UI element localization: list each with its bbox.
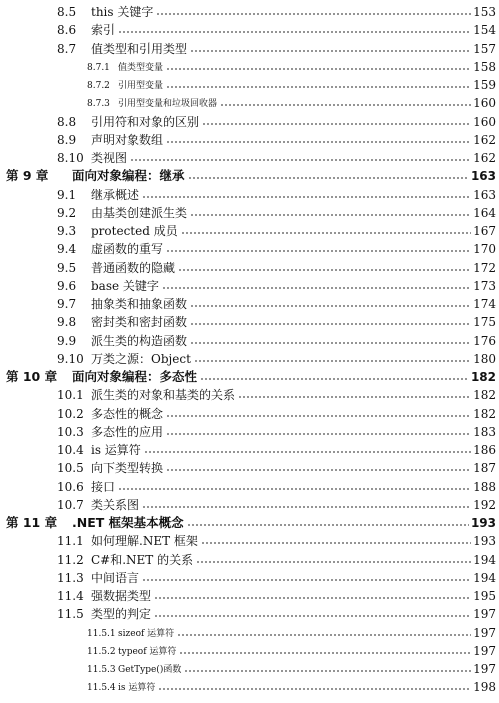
toc-entry-row[interactable] bbox=[0, 258, 496, 274]
toc-entry-title: 接口 bbox=[91, 479, 116, 494]
toc-dot-leader bbox=[158, 688, 471, 690]
toc-page-number: 194 bbox=[473, 552, 496, 567]
toc-page-number: 160 bbox=[473, 96, 496, 111]
toc-dot-leader bbox=[194, 360, 471, 362]
toc-page-number: 170 bbox=[473, 242, 496, 257]
toc-entry-row[interactable] bbox=[0, 203, 496, 219]
toc-entry-title: 值类型变量 bbox=[118, 62, 164, 73]
toc-entry-number: 9.3 bbox=[57, 224, 77, 238]
toc-page-number: 182 bbox=[470, 370, 496, 384]
toc-page-number: 187 bbox=[473, 461, 496, 476]
toc-dot-leader bbox=[154, 615, 471, 617]
toc-dot-leader bbox=[202, 123, 471, 125]
toc-entry-row[interactable] bbox=[0, 221, 496, 237]
toc-entry-title: sizeof 运算符 bbox=[118, 628, 175, 639]
toc-entry-title: 面向对象编程：多态性 bbox=[72, 368, 198, 384]
toc-entry-title: 值类型和引用类型 bbox=[91, 41, 188, 56]
toc-entry-row[interactable] bbox=[0, 659, 496, 675]
toc-entry-number: 8.7.3 bbox=[87, 99, 110, 110]
toc-entry-number: 9.2 bbox=[57, 205, 77, 220]
toc-dot-leader bbox=[190, 50, 471, 52]
toc-dot-leader bbox=[118, 488, 471, 490]
toc-entry-title: 万类之源：Object bbox=[91, 351, 191, 366]
toc-entry-number: 9.5 bbox=[57, 260, 77, 275]
toc-entry-number: 11.4 bbox=[57, 589, 84, 603]
toc-entry-title: 类关系图 bbox=[91, 497, 140, 512]
toc-entry-number: 11.5.2 bbox=[87, 646, 116, 657]
toc-entry-number: 9.1 bbox=[57, 187, 77, 202]
toc-page-number: 183 bbox=[473, 424, 496, 439]
toc-dot-leader bbox=[142, 579, 471, 581]
toc-entry-number: 11.5.3 bbox=[87, 665, 116, 675]
toc-page-number: 186 bbox=[473, 443, 496, 457]
toc-entry-title: .NET 框架基本概念 bbox=[72, 514, 184, 530]
toc-entry-row[interactable] bbox=[0, 568, 496, 584]
toc-entry-row[interactable] bbox=[0, 75, 496, 91]
toc-entry-title: 声明对象数组 bbox=[91, 132, 164, 147]
toc-page-number: 188 bbox=[473, 479, 496, 494]
toc-entry-row[interactable] bbox=[0, 477, 496, 493]
toc-entry-number: 11.5.4 bbox=[87, 683, 116, 694]
toc-entry-number: 8.8 bbox=[57, 114, 77, 129]
toc-dot-leader bbox=[187, 524, 469, 526]
toc-entry-row[interactable] bbox=[0, 112, 496, 128]
toc-dot-leader bbox=[154, 597, 471, 599]
toc-entry-title: 多态性的应用 bbox=[91, 424, 164, 439]
toc-entry-number: 11.1 bbox=[57, 534, 84, 549]
toc-entry-row[interactable] bbox=[0, 93, 496, 109]
toc-entry-title: this 关键字 bbox=[91, 5, 154, 19]
toc-entry-title: 普通函数的隐藏 bbox=[91, 260, 176, 275]
toc-entry-row[interactable] bbox=[0, 677, 496, 693]
toc-entry-title: 面向对象编程：继承 bbox=[72, 167, 185, 183]
toc-entry-number: 10.3 bbox=[57, 424, 84, 439]
toc-page-number: 163 bbox=[470, 169, 496, 184]
toc-entry-title: 类视图 bbox=[91, 151, 128, 165]
toc-entry-row[interactable] bbox=[0, 39, 496, 55]
toc-dot-leader bbox=[190, 342, 471, 344]
toc-dot-leader bbox=[196, 561, 471, 563]
toc-chapter-row[interactable] bbox=[0, 513, 496, 529]
toc-entry-row[interactable] bbox=[0, 57, 496, 73]
toc-entry-row[interactable] bbox=[0, 2, 496, 18]
toc-entry-row[interactable] bbox=[0, 276, 496, 292]
toc-page-number: 197 bbox=[473, 625, 496, 640]
toc-entry-title: 强数据类型 bbox=[91, 589, 152, 603]
toc-dot-leader bbox=[166, 469, 471, 471]
toc-dot-leader bbox=[190, 323, 471, 325]
toc-entry-number: 10.2 bbox=[57, 406, 84, 421]
toc-entry-number: 8.5 bbox=[57, 5, 77, 19]
toc-dot-leader bbox=[166, 68, 471, 70]
toc-dot-leader bbox=[200, 378, 469, 380]
toc-dot-leader bbox=[162, 287, 471, 289]
toc-entry-number: 8.7.2 bbox=[87, 81, 110, 91]
toc-page-number: 182 bbox=[473, 406, 496, 421]
toc-entry-row[interactable] bbox=[0, 641, 496, 657]
toc-dot-leader bbox=[184, 670, 471, 672]
toc-page-number: 173 bbox=[473, 278, 496, 293]
toc-page-number: 197 bbox=[473, 607, 496, 622]
toc-entry-number: 8.7.1 bbox=[87, 62, 110, 73]
toc-entry-row[interactable] bbox=[0, 604, 496, 620]
toc-page-number: 198 bbox=[473, 680, 496, 695]
toc-dot-leader bbox=[166, 415, 471, 417]
toc-entry-number: 第 10 章 bbox=[6, 368, 58, 384]
toc-page-number: 163 bbox=[473, 187, 496, 202]
toc-entry-title: protected 成员 bbox=[91, 224, 178, 238]
toc-entry-number: 9.7 bbox=[57, 297, 77, 311]
toc-dot-leader bbox=[142, 506, 471, 508]
toc-entry-row[interactable] bbox=[0, 331, 496, 347]
toc-entry-row[interactable] bbox=[0, 404, 496, 420]
toc-chapter-row[interactable] bbox=[0, 166, 496, 182]
toc-page-number: 164 bbox=[473, 205, 496, 220]
toc-entry-row[interactable] bbox=[0, 349, 496, 365]
toc-page-number: 194 bbox=[473, 570, 496, 585]
toc-dot-leader bbox=[190, 214, 471, 216]
toc-dot-leader bbox=[190, 305, 471, 307]
toc-entry-row[interactable] bbox=[0, 130, 496, 146]
toc-dot-leader bbox=[166, 86, 471, 88]
toc-entry-title: base 关键字 bbox=[91, 278, 159, 293]
toc-entry-number: 9.6 bbox=[57, 278, 77, 293]
toc-entry-row[interactable] bbox=[0, 294, 496, 310]
toc-entry-number: 10.1 bbox=[57, 388, 84, 403]
toc-page-number: 192 bbox=[473, 497, 496, 512]
toc-dot-leader bbox=[179, 652, 471, 654]
toc-page-number: 153 bbox=[473, 5, 496, 19]
toc-dot-leader bbox=[238, 396, 471, 398]
toc-page-number: 197 bbox=[473, 643, 496, 658]
toc-entry-number: 11.3 bbox=[57, 570, 84, 585]
toc-entry-title: is 运算符 bbox=[118, 683, 156, 694]
toc-entry-title: GetType()函数 bbox=[118, 665, 182, 675]
toc-entry-number: 11.5.1 bbox=[87, 628, 116, 639]
toc-entry-title: typeof 运算符 bbox=[118, 646, 177, 657]
toc-entry-row[interactable] bbox=[0, 385, 496, 401]
toc-entry-title: 引用型变量 bbox=[118, 81, 164, 91]
toc-entry-row[interactable] bbox=[0, 422, 496, 438]
toc-entry-title: 多态性的概念 bbox=[91, 406, 164, 421]
toc-entry-title: 索引 bbox=[91, 23, 116, 38]
toc-entry-number: 11.5 bbox=[57, 607, 84, 622]
toc-entry-row[interactable] bbox=[0, 148, 496, 164]
toc-dot-leader bbox=[178, 269, 471, 271]
toc-page-number: 176 bbox=[473, 333, 496, 348]
toc-entry-title: 向下类型转换 bbox=[91, 461, 164, 476]
toc-entry-title: 如何理解.NET 框架 bbox=[91, 534, 198, 549]
toc-page-number: 158 bbox=[473, 59, 496, 74]
toc-entry-number: 8.7 bbox=[57, 41, 77, 56]
toc-entry-number: 9.10 bbox=[57, 351, 84, 366]
toc-page-number: 197 bbox=[473, 662, 496, 676]
toc-entry-number: 8.9 bbox=[57, 132, 77, 147]
toc-entry-number: 8.6 bbox=[57, 23, 77, 38]
toc-page-number: 175 bbox=[473, 315, 496, 330]
toc-entry-number: 9.4 bbox=[57, 242, 77, 257]
toc-dot-leader bbox=[130, 159, 471, 161]
toc-entry-number: 10.7 bbox=[57, 497, 84, 512]
toc-entry-number: 8.10 bbox=[57, 151, 84, 165]
toc-entry-title: 派生类的对象和基类的关系 bbox=[91, 388, 236, 403]
toc-dot-leader bbox=[144, 451, 471, 453]
toc-entry-title: 派生类的构造函数 bbox=[91, 333, 188, 348]
toc-page-number: 159 bbox=[473, 78, 496, 92]
toc-page-number: 167 bbox=[473, 224, 496, 238]
toc-entry-title: 虚函数的重写 bbox=[91, 242, 164, 257]
toc-chapter-row[interactable] bbox=[0, 367, 496, 383]
toc-dot-leader bbox=[188, 177, 469, 179]
toc-entry-row[interactable] bbox=[0, 531, 496, 547]
toc-page-number: 154 bbox=[473, 23, 496, 38]
toc-page-number: 174 bbox=[473, 297, 496, 311]
toc-entry-title: 继承概述 bbox=[91, 187, 140, 202]
toc-entry-number: 第 9 章 bbox=[6, 167, 49, 183]
toc-dot-leader bbox=[166, 433, 471, 435]
toc-dot-leader bbox=[118, 31, 471, 33]
toc-entry-row[interactable] bbox=[0, 458, 496, 474]
toc-dot-leader bbox=[142, 196, 471, 198]
toc-entry-title: 中间语言 bbox=[91, 570, 140, 585]
toc-page-number: 172 bbox=[473, 260, 496, 275]
toc-page-number: 180 bbox=[473, 351, 496, 366]
toc-entry-title: is 运算符 bbox=[91, 443, 141, 457]
toc-page-number: 162 bbox=[473, 151, 496, 165]
toc-page-number: 193 bbox=[473, 534, 496, 549]
toc-entry-row[interactable] bbox=[0, 550, 496, 566]
toc-dot-leader bbox=[166, 141, 471, 143]
toc-dot-leader bbox=[166, 250, 471, 252]
toc-entry-number: 第 11 章 bbox=[6, 514, 58, 530]
toc-entry-title: C#和.NET 的关系 bbox=[91, 552, 194, 567]
toc-entry-number: 10.4 bbox=[57, 443, 84, 457]
toc-entry-title: 抽象类和抽象函数 bbox=[91, 297, 188, 311]
toc-entry-row[interactable] bbox=[0, 20, 496, 36]
toc-entry-title: 引用型变量和垃圾回收器 bbox=[118, 99, 218, 110]
toc-page-number: 157 bbox=[473, 41, 496, 56]
toc-entry-number: 10.6 bbox=[57, 479, 84, 494]
toc-entry-title: 类型的判定 bbox=[91, 607, 152, 622]
toc-entry-row[interactable] bbox=[0, 440, 496, 456]
toc-entry-row[interactable] bbox=[0, 623, 496, 639]
toc-dot-leader bbox=[181, 232, 471, 234]
toc-entry-number: 11.2 bbox=[57, 552, 84, 567]
toc-page-number: 160 bbox=[473, 114, 496, 129]
toc-page-number: 182 bbox=[473, 388, 496, 403]
toc-page-number: 193 bbox=[470, 516, 496, 530]
toc-entry-number: 9.8 bbox=[57, 315, 77, 330]
toc-entry-row[interactable] bbox=[0, 495, 496, 511]
toc-entry-row[interactable] bbox=[0, 185, 496, 201]
toc-entry-number: 10.5 bbox=[57, 461, 84, 476]
toc-dot-leader bbox=[156, 13, 471, 15]
toc-page-number: 162 bbox=[473, 132, 496, 147]
toc-dot-leader bbox=[220, 104, 471, 106]
toc-entry-number: 9.9 bbox=[57, 333, 77, 348]
toc-entry-title: 由基类创建派生类 bbox=[91, 205, 188, 220]
toc-entry-title: 密封类和密封函数 bbox=[91, 315, 188, 330]
toc-page-number: 195 bbox=[473, 589, 496, 603]
toc-entry-row[interactable] bbox=[0, 239, 496, 255]
toc-entry-row[interactable] bbox=[0, 312, 496, 328]
toc-dot-leader bbox=[177, 634, 471, 636]
toc-entry-row[interactable] bbox=[0, 586, 496, 602]
toc-dot-leader bbox=[201, 542, 471, 544]
toc-entry-title: 引用符和对象的区别 bbox=[91, 114, 200, 129]
